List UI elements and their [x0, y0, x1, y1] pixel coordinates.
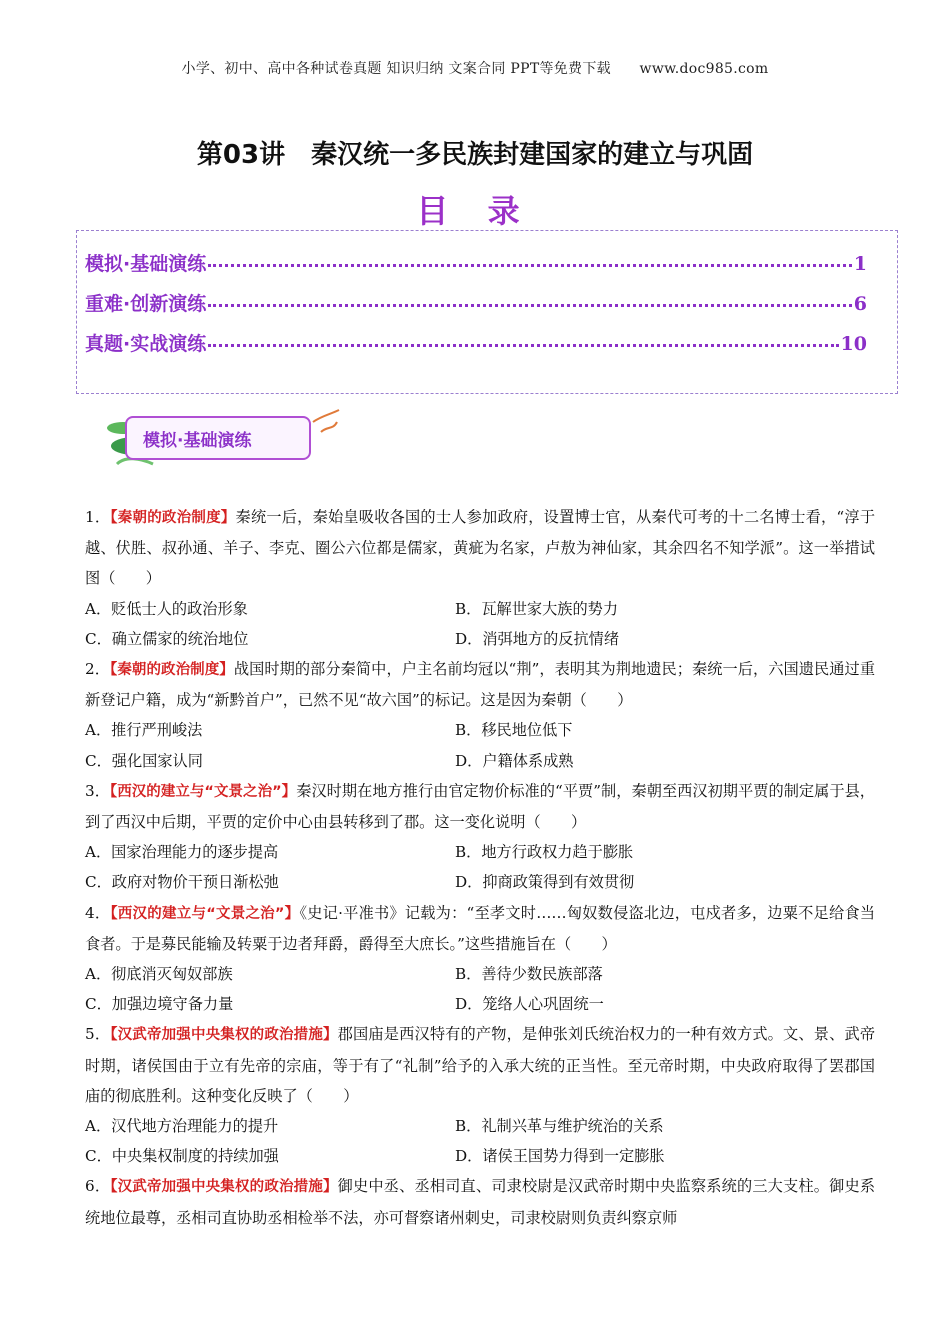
question-topic-tag: 【西汉的建立与“文景之治”】 [110, 905, 300, 922]
options-grid [85, 1111, 875, 1171]
question-text: 郡国庙是西汉特有的产物，是伸张刘氏统治权力的一种有效方式。文、景、武帝时期，诸侯国由于立有先帝的宗庙，等于有了“礼制”给予的入承大统的正当性。至元帝时期，中央政府取得了罢郡国庙的彻底胜利。这种变化反映了（ ） [85, 1025, 876, 1105]
option-b[interactable]: B．移民地位低下 [455, 721, 573, 740]
toc-heading: 目 录 [416, 192, 534, 230]
question-text: 秦统一后，秦始皇吸收各国的士人参加政府，设置博士官，从秦代可考的十二名博士看，“淳于越、伏胜、叔孙通、羊子、李克、圈公六位都是儒家，黄疵为名家，卢敖为神仙家，其余四名不知学派”。这一举措试图（ ） [85, 508, 876, 588]
option-d[interactable]: D．抑商政策得到有效贯彻 [455, 873, 635, 892]
option-d[interactable]: D．诸侯王国势力得到一定膨胀 [455, 1147, 665, 1166]
toc-leader-dots [208, 264, 852, 267]
page-title: 第03讲 秦汉统一多民族封建国家的建立与巩固 [196, 140, 754, 170]
question-text: 《史记·平准书》记载为：“至孝文时……匈奴数侵盗北边，屯戍者多，边粟不足给食当食者。于是募民能输及转粟于边者拜爵，爵得至大庶长。”这些措施旨在（ ） [85, 903, 876, 953]
toc-item-page: 6 [853, 293, 867, 315]
question [85, 502, 875, 594]
option-d[interactable]: D．消弭地方的反抗情绪 [455, 629, 620, 648]
option-d[interactable]: D．户籍体系成熟 [455, 751, 574, 770]
toc-item-label: 模拟·基础演练 [85, 253, 207, 275]
option-c[interactable]: C．确立儒家的统治地位 [85, 629, 249, 648]
question-number: 3． [85, 781, 110, 800]
option-a[interactable]: A．贬低士人的政治形象 [85, 599, 248, 618]
option-a[interactable]: A．彻底消灭匈奴部族 [85, 965, 233, 984]
option-c[interactable]: C．加强边境守备力量 [85, 995, 234, 1014]
question-list [85, 502, 875, 1233]
option-a[interactable]: A．汉代地方治理能力的提升 [85, 1117, 279, 1136]
option-d[interactable]: D．笼络人心巩固统一 [455, 995, 604, 1014]
toc-item-page: 1 [853, 253, 867, 275]
question-topic-tag: 【西汉的建立与“文景之治”】 [109, 783, 297, 800]
toc-item-label: 真题·实战演练 [85, 333, 207, 355]
options-grid [85, 837, 875, 897]
section-badge [95, 406, 345, 470]
question-text: 御史中丞、丞相司直、司隶校尉是汉武帝时期中央监察系统的三大支柱。御史系统地位最尊，丞相司直协助丞相检举不法，亦可督察诸州刺史，司隶校尉则负责纠察京师 [85, 1177, 876, 1227]
toc-leader-dots [208, 344, 838, 347]
question-topic-tag: 【秦朝的政治制度】 [110, 662, 234, 679]
question-number: 5． [85, 1025, 111, 1044]
option-b[interactable]: B．地方行政权力趋于膨胀 [455, 843, 634, 862]
option-c[interactable]: C．中央集权制度的持续加强 [85, 1147, 279, 1166]
option-b[interactable]: B．礼制兴革与维护统治的关系 [455, 1117, 664, 1136]
question-topic-tag: 【汉武帝加强中央集权的政治措施】 [110, 1027, 338, 1044]
page-header: 小学、初中、高中各种试卷真题 知识归纳 文案合同 PPT等免费下载 www.doc985.com [181, 61, 769, 77]
table-of-contents [76, 230, 898, 394]
question [85, 1019, 875, 1111]
question [85, 898, 875, 959]
option-c[interactable]: C．强化国家认同 [85, 751, 203, 770]
question-number: 6． [85, 1177, 111, 1196]
question-topic-tag: 【秦朝的政治制度】 [110, 510, 236, 526]
option-b[interactable]: B．善待少数民族部落 [455, 965, 603, 984]
toc-item-basic[interactable] [85, 249, 867, 277]
option-a[interactable]: A．国家治理能力的逐步提高 [85, 843, 279, 862]
question [85, 654, 875, 715]
question-topic-tag: 【汉武帝加强中央集权的政治措施】 [110, 1179, 338, 1196]
section-badge-label: 模拟·基础演练 [143, 431, 252, 451]
question-number: 4． [85, 903, 111, 922]
toc-item-real-exam[interactable] [85, 329, 867, 357]
toc-item-innovation[interactable] [85, 289, 867, 317]
question [85, 776, 875, 837]
toc-item-page: 10 [840, 333, 867, 355]
options-grid [85, 594, 875, 654]
question-text: 秦汉时期在地方推行由官定物价标准的“平贾”制，秦朝至西汉初期平贾的制定属于县，到了西汉中后期，平贾的定价中心由县转移到了郡。这一变化说明（ ） [85, 781, 875, 832]
options-grid [85, 715, 875, 775]
option-b[interactable]: B．瓦解世家大族的势力 [455, 599, 619, 618]
question [85, 1171, 875, 1232]
option-c[interactable]: C．政府对物价干预日渐松弛 [85, 873, 279, 892]
question-number: 1． [85, 508, 111, 526]
toc-leader-dots [208, 304, 852, 307]
question-text: 战国时期的部分秦简中，户主名前均冠以“荆”，表明其为荆地遗民；秦统一后，六国遗民通过重新登记户籍，成为“新黔首户”，已然不见“故六国”的标记。这是因为秦朝（ ） [85, 660, 876, 710]
toc-item-label: 重难·创新演练 [85, 293, 207, 315]
question-number: 2． [85, 660, 110, 679]
option-a[interactable]: A．推行严刑峻法 [85, 721, 203, 740]
options-grid [85, 959, 875, 1019]
